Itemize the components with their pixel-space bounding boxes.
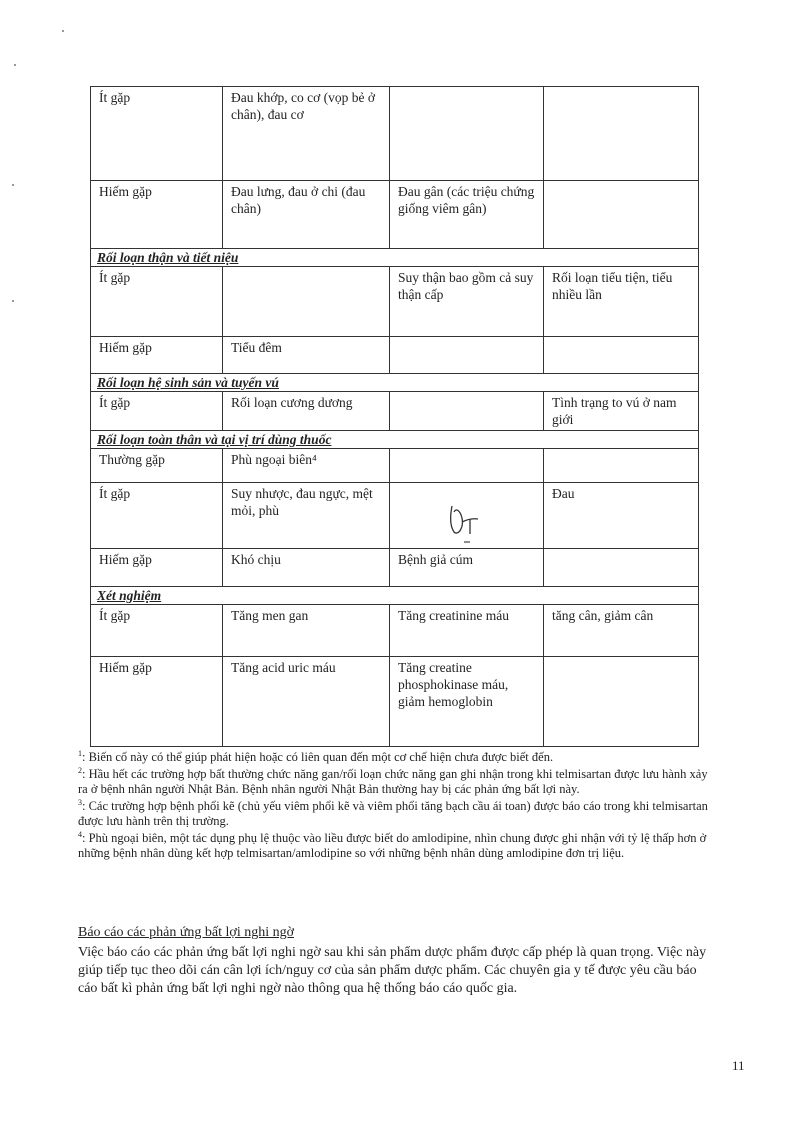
reaction-cell: Rối loạn tiểu tiện, tiểu nhiều lần: [544, 267, 699, 337]
reaction-cell: Tăng acid uric máu: [223, 657, 390, 747]
reaction-cell: Tăng men gan: [223, 605, 390, 657]
adverse-reactions-table: [90, 86, 699, 747]
reaction-cell: Bệnh giả cúm: [390, 549, 544, 587]
table-row: [91, 605, 699, 657]
reaction-cell: Tình trạng to vú ở nam giới: [544, 392, 699, 431]
section-heading: Xét nghiệm: [91, 587, 699, 605]
frequency-cell: Thường gặp: [91, 449, 223, 483]
scan-speck: [12, 184, 14, 186]
table-row: [91, 657, 699, 747]
footnote-3: $^3$: Các trường hợp bệnh phổi kẽ (chủ yếu viêm phổi kẽ và viêm phổi tăng bạch cầu ái toan) được báo cáo trong khi telmisartan được lưu hành trên thị trường.: [78, 797, 708, 828]
reaction-cell: Rối loạn cương dương: [223, 392, 390, 431]
scan-speck: [62, 30, 64, 32]
reaction-cell: Suy nhược, đau ngực, mệt mỏi, phù: [223, 483, 390, 549]
footnotes: [78, 750, 708, 863]
reaction-cell: [390, 337, 544, 374]
reaction-cell: [544, 657, 699, 747]
frequency-cell: Ít gặp: [91, 87, 223, 181]
page-number: 11: [732, 1058, 745, 1073]
table-row: [91, 483, 699, 549]
reaction-cell: [544, 449, 699, 483]
section-heading: Rối loạn hệ sinh sản và tuyến vú: [91, 374, 699, 392]
table-row: [91, 337, 699, 374]
reaction-cell: Phù ngoại biên⁴: [223, 449, 390, 483]
scan-speck: [12, 300, 14, 302]
reaction-cell: Khó chịu: [223, 549, 390, 587]
frequency-cell: Hiếm gặp: [91, 337, 223, 374]
reporting-heading: Báo cáo các phản ứng bất lợi nghi ngờ: [78, 925, 295, 940]
reaction-cell: [390, 392, 544, 431]
footnote-4: $^4$: Phù ngoại biên, một tác dụng phụ lệ thuộc vào liều được biết do amlodipine, nhìn chung được ghi nhận với tỷ lệ thấp hơn ở những bệnh nhân dùng kết hợp telmisartan/amlodipine so với những bệnh nhân dùng amlodipine đơn trị liệu.: [78, 829, 707, 860]
scan-speck: [14, 64, 16, 66]
footnote-2: $^2$: Hầu hết các trường hợp bất thường chức năng gan/rối loạn chức năng gan ghi nhận trong khi telmisartan được lưu hành xảy ra ở bệnh nhân người Nhật Bản. Bệnh nhân người Nhật Bản thường hay bị các phản ứng bất lợi này.: [78, 765, 708, 796]
frequency-cell: Ít gặp: [91, 605, 223, 657]
reaction-cell: Suy thận bao gồm cả suy thận cấp: [390, 267, 544, 337]
reaction-cell: Tăng creatine phosphokinase máu, giảm hemoglobin: [390, 657, 544, 747]
table-row: [91, 392, 699, 431]
adverse-reaction-reporting-section: [78, 924, 708, 998]
table-section-row: [91, 249, 699, 267]
reaction-cell: [544, 549, 699, 587]
reaction-cell: [390, 87, 544, 181]
reaction-cell: [544, 337, 699, 374]
table-row: [91, 267, 699, 337]
reaction-cell: Tăng creatinine máu: [390, 605, 544, 657]
table-section-row: [91, 374, 699, 392]
reaction-cell: Đau khớp, co cơ (vọp bẻ ở chân), đau cơ: [223, 87, 390, 181]
reaction-cell: Đau lưng, đau ở chi (đau chân): [223, 181, 390, 249]
table-row: [91, 549, 699, 587]
table-row: [91, 449, 699, 483]
reaction-cell: [544, 181, 699, 249]
adverse-reactions-table-body: [91, 87, 699, 747]
reporting-body: Việc báo cáo các phản ứng bất lợi nghi ngờ sau khi sản phẩm dược phẩm được cấp phép là quan trọng. Việc này giúp tiếp tục theo dõi cán cân lợi ích/nguy cơ của sản phẩm dược phẩm. Các chuyên gia y tế được yêu cầu báo cáo bất kì phản ứng bất lợi nghi ngờ nào thông qua hệ thống báo cáo quốc gia.: [78, 945, 707, 996]
frequency-cell: Ít gặp: [91, 267, 223, 337]
reaction-cell: [390, 449, 544, 483]
footnote-1: $^1$: Biến cố này có thể giúp phát hiện hoặc có liên quan đến một cơ chế hiện chưa được biết đến.: [78, 748, 554, 764]
reaction-cell: [223, 267, 390, 337]
section-heading: Rối loạn thận và tiết niệu: [91, 249, 699, 267]
frequency-cell: Hiếm gặp: [91, 657, 223, 747]
table-row: [91, 181, 699, 249]
table-row: [91, 87, 699, 181]
reaction-cell: Đau gân (các triệu chứng giống viêm gân): [390, 181, 544, 249]
frequency-cell: Hiếm gặp: [91, 549, 223, 587]
frequency-cell: Hiếm gặp: [91, 181, 223, 249]
reaction-cell: [544, 87, 699, 181]
table-section-row: [91, 431, 699, 449]
section-heading: Rối loạn toàn thân và tại vị trí dùng thuốc: [91, 431, 699, 449]
frequency-cell: Ít gặp: [91, 392, 223, 431]
reaction-cell: tăng cân, giảm cân: [544, 605, 699, 657]
handwritten-initials-mark: [446, 498, 486, 546]
frequency-cell: Ít gặp: [91, 483, 223, 549]
reaction-cell: Đau: [544, 483, 699, 549]
table-section-row: [91, 587, 699, 605]
reaction-cell: Tiểu đêm: [223, 337, 390, 374]
